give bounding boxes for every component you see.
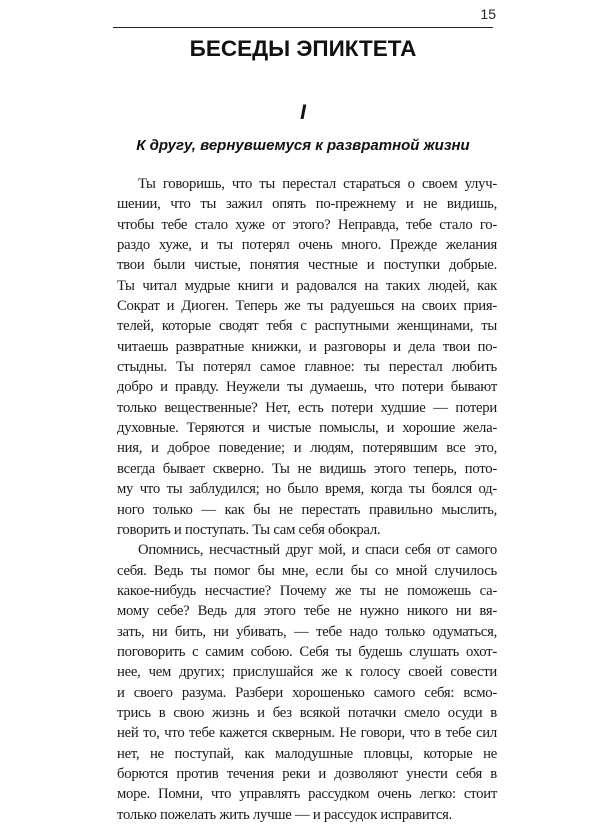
text-line: стыдны. Ты потерял самое главное: ты перестал любить xyxy=(117,359,497,376)
text-line: море. Помни, что управлять рассудком очень легко: стоит xyxy=(117,786,497,803)
text-line: духовные. Теряются и чистые помыслы, и хорошие жела- xyxy=(117,420,497,437)
text-line: раздо хуже, и ты потерял очень много. Прежде желания xyxy=(117,237,497,254)
text-line: и своего разума. Разбери хорошенько самого себя: всмо- xyxy=(117,684,497,701)
text-line: Опомнись, несчастный друг мой, и спаси себя от самого xyxy=(138,542,497,559)
text-line: ного только — как бы не перестать правильно мыслить, xyxy=(117,501,497,518)
paragraph-2 xyxy=(117,540,497,825)
page-number: 15 xyxy=(480,6,496,22)
chapter-number: I xyxy=(300,101,306,124)
paragraph-1 xyxy=(117,174,497,540)
text-line: какое-нибудь несчастие? Почему же ты не поможешь са- xyxy=(117,582,497,599)
text-line: зать, ни бить, ни убивать, — тебе надо только одуматься, xyxy=(117,623,497,640)
text-line: чтобы тебе стало хуже от этого? Неправда, тебе стало го- xyxy=(117,216,497,233)
text-line: ней то, что тебе кажется скверным. Не говори, что в тебе сил xyxy=(117,725,497,742)
text-line: Сократ и Диоген. Теперь же ты радуешься на своих прия- xyxy=(117,298,497,315)
text-line: себя. Ведь ты помог бы мне, если бы со мной случилось xyxy=(117,562,497,579)
text-line: нет, не поступай, как малодушные пловцы, которые не xyxy=(117,745,497,762)
text-line: нее, чем других; прислушайся же к голосу своей совести xyxy=(117,664,497,681)
text-line: му что ты заблудился; но было время, когда ты боялся од- xyxy=(117,481,497,498)
text-line: трись в свою жизнь и без всякой потачки смело осуди в xyxy=(117,704,497,721)
text-line: читаешь развратные книжки, и разговоры и дела твои по- xyxy=(117,338,497,355)
chapter-title: К другу, вернувшемуся к развратной жизни xyxy=(136,137,470,154)
text-line: борются против течения реки и дозволяют унести себя в xyxy=(117,765,497,782)
text-line: говорить и поступать. Ты сам себя обокрал. xyxy=(117,521,381,538)
text-line: телей, которые сводят тебя с распутными женщинами, ты xyxy=(117,318,497,335)
text-line: ния, и доброе поведение; и людям, потерявшим все это, xyxy=(117,440,497,457)
body-text xyxy=(117,174,497,825)
text-line: Ты читал мудрые книги и радовался на таких людей, как xyxy=(117,277,497,294)
text-line: только пожелать жить лучше — и рассудок исправится. xyxy=(117,806,453,823)
text-line: добро и правду. Неужели ты думаешь, что потери бывают xyxy=(117,379,497,396)
text-line: мому себе? Ведь для этого тебе не нужно никого ни вя- xyxy=(117,603,497,620)
book-title: БЕСЕДЫ ЭПИКТЕТА xyxy=(189,36,417,61)
text-line: твои были чистые, понятия честные и поступки добрые. xyxy=(117,257,497,274)
text-line: шении, что ты зажил опять по-прежнему и не видишь, xyxy=(117,196,497,213)
text-line: поговорить с самим собою. Себя ты будешь слушать охот- xyxy=(117,643,497,660)
text-line: Ты говоришь, что ты перестал стараться о своем улуч- xyxy=(138,176,497,192)
text-line: только вещественные? Нет, есть потери худшие — потери xyxy=(117,399,497,416)
header-rule xyxy=(113,27,493,28)
text-line: всегда бывает скверно. Ты не видишь этого теперь, пото- xyxy=(117,460,497,477)
